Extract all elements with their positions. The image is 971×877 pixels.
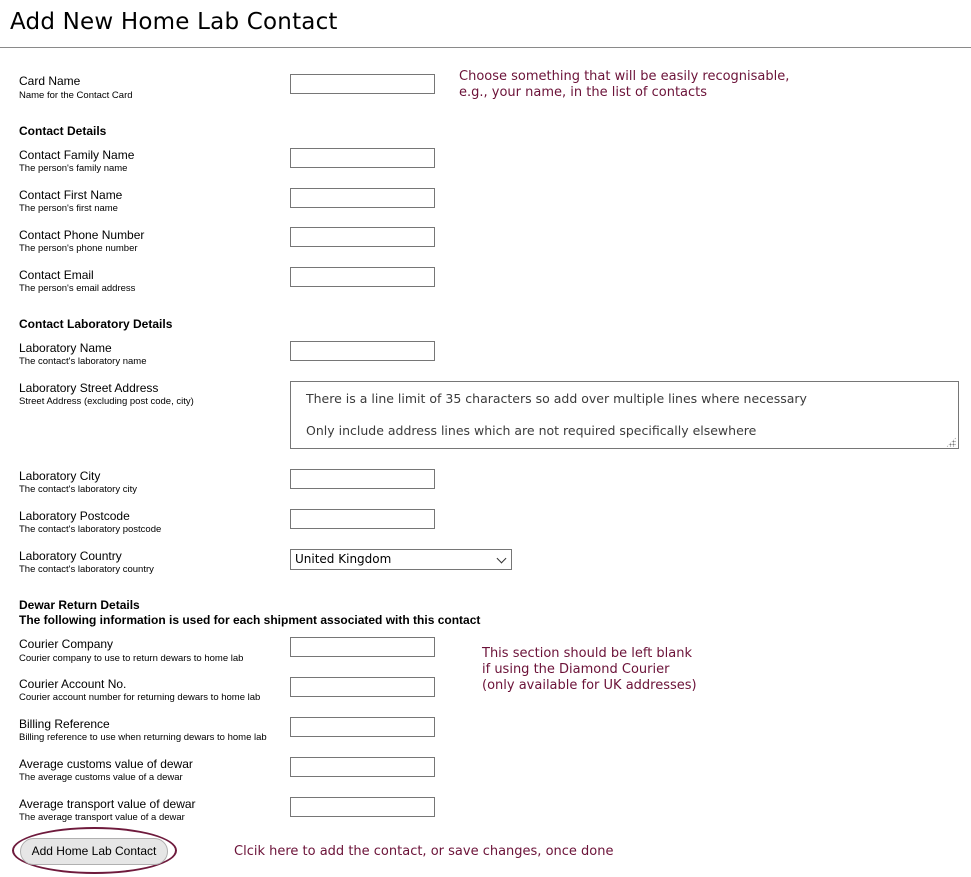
title-divider bbox=[0, 47, 971, 48]
customs-value-label: Average customs value of dewar bbox=[19, 757, 193, 771]
card-name-hint-line-2: e.g., your name, in the list of contacts bbox=[459, 85, 708, 100]
dewar-return-subheading: The following information is used for each shipment associated with this contact bbox=[19, 613, 481, 627]
transport-value-label: Average transport value of dewar bbox=[19, 797, 196, 811]
submit-hint: Clcik here to add the contact, or save changes, once done bbox=[234, 844, 614, 859]
laboratory-postcode-description: The contact's laboratory postcode bbox=[19, 524, 162, 535]
laboratory-city-label: Laboratory City bbox=[19, 469, 101, 483]
laboratory-country-description: The contact's laboratory country bbox=[19, 564, 154, 575]
laboratory-city-input[interactable] bbox=[290, 469, 435, 489]
laboratory-street-label: Laboratory Street Address bbox=[19, 381, 159, 395]
contact-details-heading: Contact Details bbox=[19, 124, 107, 138]
contact-first-name-label: Contact First Name bbox=[19, 188, 123, 202]
contact-phone-description: The person's phone number bbox=[19, 243, 138, 254]
contact-email-label: Contact Email bbox=[19, 268, 94, 282]
laboratory-country-label: Laboratory Country bbox=[19, 549, 122, 563]
add-home-lab-contact-button[interactable]: Add Home Lab Contact bbox=[20, 838, 168, 865]
page-title: Add New Home Lab Contact bbox=[10, 9, 338, 35]
contact-first-name-description: The person's first name bbox=[19, 203, 118, 214]
transport-value-input[interactable] bbox=[290, 797, 435, 817]
courier-company-input[interactable] bbox=[290, 637, 435, 657]
customs-value-input[interactable] bbox=[290, 757, 435, 777]
laboratory-postcode-label: Laboratory Postcode bbox=[19, 509, 130, 523]
card-name-hint-line-1: Choose something that will be easily recognisable, bbox=[459, 69, 790, 84]
contact-family-name-label: Contact Family Name bbox=[19, 148, 135, 162]
contact-email-input[interactable] bbox=[290, 267, 435, 287]
laboratory-country-select[interactable] bbox=[290, 549, 512, 570]
transport-value-description: The average transport value of a dewar bbox=[19, 812, 185, 823]
contact-phone-input[interactable] bbox=[290, 227, 435, 247]
laboratory-city-description: The contact's laboratory city bbox=[19, 484, 137, 495]
dewar-hint-line-2: if using the Diamond Courier bbox=[482, 662, 670, 677]
dewar-hint-line-1: This section should be left blank bbox=[482, 646, 693, 661]
courier-company-label: Courier Company bbox=[19, 637, 114, 651]
laboratory-postcode-input[interactable] bbox=[290, 509, 435, 529]
contact-email-description: The person's email address bbox=[19, 283, 136, 294]
laboratory-details-heading: Contact Laboratory Details bbox=[19, 317, 173, 331]
card-name-input[interactable] bbox=[290, 74, 435, 94]
billing-reference-input[interactable] bbox=[290, 717, 435, 737]
laboratory-street-textarea[interactable]: There is a line limit of 35 characters so add over multiple lines where necessary Only include address lines which are not required specifically elsewhere bbox=[290, 381, 959, 449]
chevron-down-icon bbox=[497, 554, 507, 564]
customs-value-description: The average customs value of a dewar bbox=[19, 772, 183, 783]
courier-account-input[interactable] bbox=[290, 677, 435, 697]
laboratory-name-label: Laboratory Name bbox=[19, 341, 112, 355]
contact-family-name-input[interactable] bbox=[290, 148, 435, 168]
billing-reference-description: Billing reference to use when returning dewars to home lab bbox=[19, 732, 267, 743]
dewar-return-heading: Dewar Return Details bbox=[19, 598, 140, 612]
laboratory-street-description: Street Address (excluding post code, city) bbox=[19, 396, 194, 407]
card-name-label: Card Name bbox=[19, 74, 81, 88]
courier-company-description: Courier company to use to return dewars to home lab bbox=[19, 653, 244, 664]
billing-reference-label: Billing Reference bbox=[19, 717, 110, 731]
dewar-hint-line-3: (only available for UK addresses) bbox=[482, 678, 697, 693]
laboratory-country-value: United Kingdom bbox=[295, 552, 392, 566]
contact-family-name-description: The person's family name bbox=[19, 163, 128, 174]
laboratory-name-input[interactable] bbox=[290, 341, 435, 361]
courier-account-description: Courier account number for returning dewars to home lab bbox=[19, 692, 261, 703]
contact-first-name-input[interactable] bbox=[290, 188, 435, 208]
contact-phone-label: Contact Phone Number bbox=[19, 228, 145, 242]
laboratory-name-description: The contact's laboratory name bbox=[19, 356, 147, 367]
courier-account-label: Courier Account No. bbox=[19, 677, 127, 691]
card-name-description: Name for the Contact Card bbox=[19, 90, 133, 101]
